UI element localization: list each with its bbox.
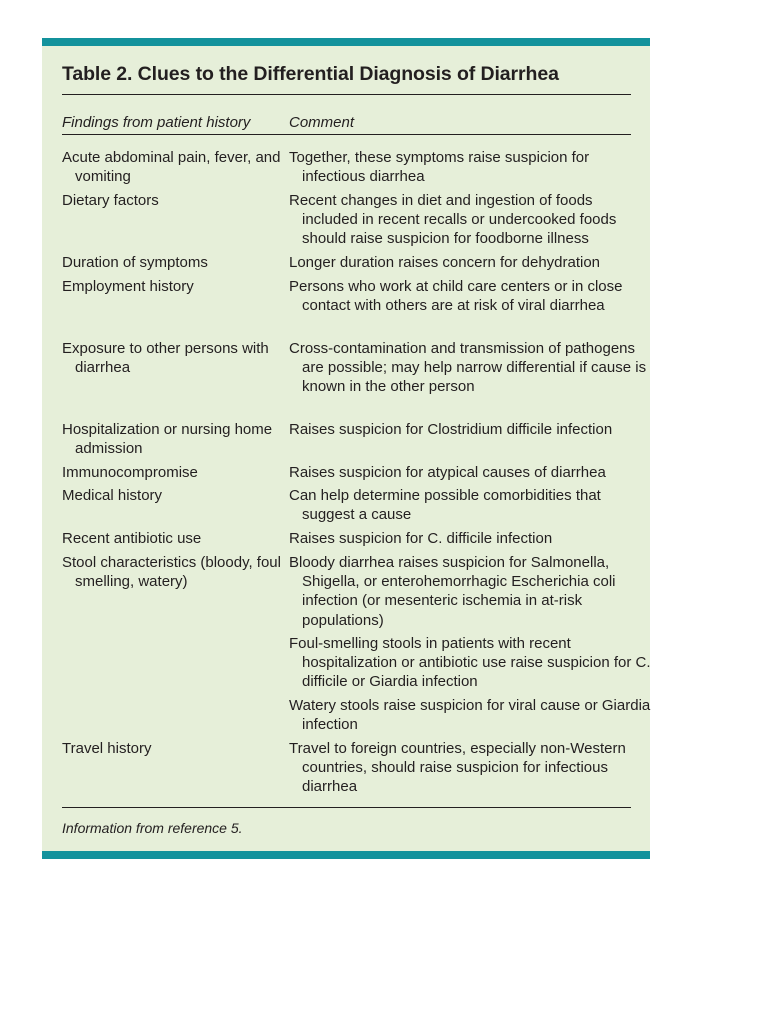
top-accent-bar bbox=[42, 38, 650, 46]
column-header-comment: Comment bbox=[289, 114, 355, 131]
table-row-finding: Exposure to other persons with diarrhea bbox=[62, 340, 269, 377]
table-row-finding: Hospitalization or nursing home admission bbox=[62, 421, 273, 458]
table-row-comment: Longer duration raises concern for dehydration bbox=[289, 254, 601, 271]
header-rule bbox=[62, 134, 631, 135]
table-row-finding: Immunocompromise bbox=[62, 464, 198, 481]
table-row-comment: Recent changes in diet and ingestion of foods included in recent recalls or undercooked foods should raise suspicion for foodborne illness bbox=[289, 192, 617, 248]
table-row-finding: Medical history bbox=[62, 487, 163, 504]
table-row-comment: Raises suspicion for Clostridium difficile infection bbox=[289, 421, 613, 438]
title-rule bbox=[62, 94, 631, 95]
bottom-accent-bar bbox=[42, 851, 650, 859]
column-header-findings: Findings from patient history bbox=[62, 114, 251, 131]
table-panel bbox=[42, 38, 650, 859]
table-row-finding: Acute abdominal pain, fever, and vomiting bbox=[62, 149, 281, 186]
table-row-finding: Travel history bbox=[62, 740, 152, 757]
table-row-comment: Watery stools raise suspicion for viral cause or Giardia infection bbox=[289, 697, 651, 734]
table-row-comment: Raises suspicion for C. difficile infection bbox=[289, 530, 553, 547]
table-row-comment: Cross-contamination and transmission of pathogens are possible; may help narrow differential if cause is known in the other person bbox=[289, 340, 647, 396]
table-row-comment: Can help determine possible comorbidities that suggest a cause bbox=[289, 487, 601, 524]
table-row-finding: Recent antibiotic use bbox=[62, 530, 202, 547]
table-row-comment: Travel to foreign countries, especially non-Western countries, should raise suspicion for infectious diarrhea bbox=[289, 740, 626, 796]
table-row-finding: Duration of symptoms bbox=[62, 254, 208, 271]
table-footnote: Information from reference 5. bbox=[62, 820, 243, 836]
table-row-finding: Dietary factors bbox=[62, 192, 159, 209]
table-row-comment: Raises suspicion for atypical causes of diarrhea bbox=[289, 464, 606, 481]
table-row-comment: Foul-smelling stools in patients with recent hospitalization or antibiotic use raise suspicion for C. difficile or Giardia infection bbox=[289, 635, 651, 691]
table-row-comment: Bloody diarrhea raises suspicion for Salmonella, Shigella, or enterohemorrhagic Escherichia coli infection (or mesenteric ischemia in at-risk populations) bbox=[289, 554, 616, 629]
table-bottom-rule bbox=[62, 807, 631, 808]
table-row-comment: Together, these symptoms raise suspicion for infectious diarrhea bbox=[289, 149, 590, 186]
table-title: Table 2. Clues to the Differential Diagnosis of Diarrhea bbox=[62, 63, 559, 85]
table-row-finding: Employment history bbox=[62, 278, 194, 295]
table-row-finding: Stool characteristics (bloody, foul smelling, watery) bbox=[62, 554, 281, 591]
table-row-comment: Persons who work at child care centers or in close contact with others are at risk of viral diarrhea bbox=[289, 278, 623, 315]
